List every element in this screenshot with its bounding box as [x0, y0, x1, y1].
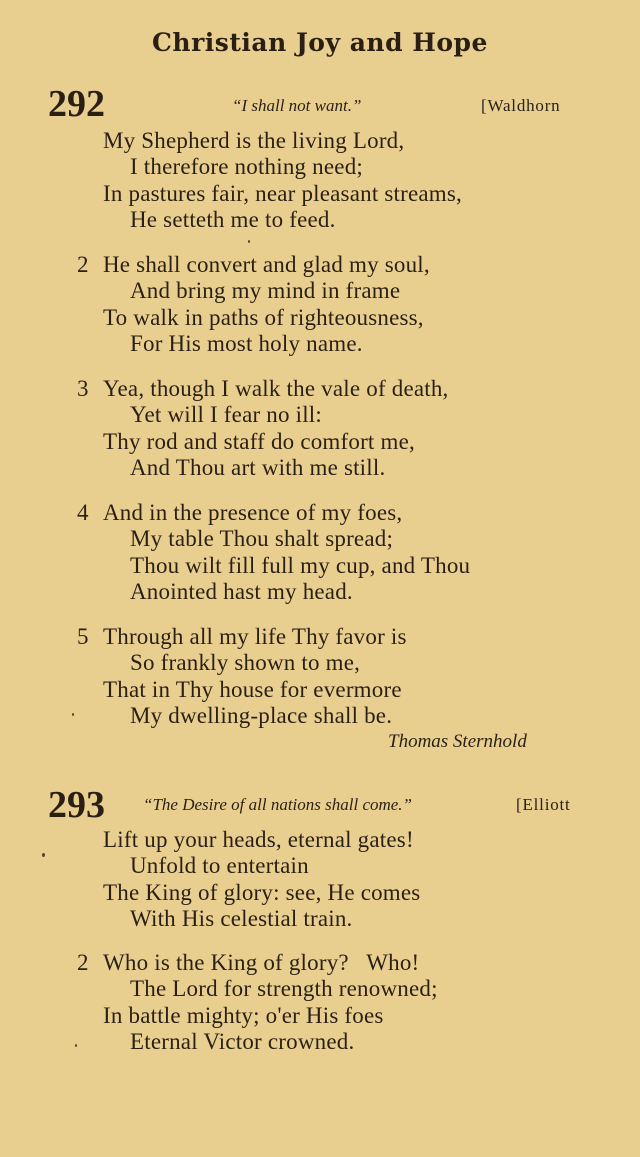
verse-line: He setteth me to feed.	[130, 207, 336, 232]
verse-line: Thy rod and staff do comfort me,	[103, 429, 415, 454]
verse-line: In battle mighty; o'er His foes	[103, 1003, 384, 1028]
stanza-number: 5	[77, 624, 89, 649]
verse-line: Yet will I fear no ill:	[130, 402, 322, 427]
running-head: Christian Joy and Hope	[152, 28, 488, 57]
print-speck	[248, 240, 250, 243]
hymn-epigraph: “I shall not want.”	[232, 96, 362, 115]
verse-line: Through all my life Thy favor is	[103, 624, 407, 649]
tune-name: [Elliott	[516, 795, 571, 814]
verse-line: Anointed hast my head.	[130, 579, 353, 604]
stanza-number: 3	[77, 376, 89, 401]
verse-line: Unfold to entertain	[130, 853, 309, 878]
verse-line: My Shepherd is the living Lord,	[103, 128, 405, 153]
hymn-epigraph: “The Desire of all nations shall come.”	[143, 795, 413, 814]
hymn-number: 293	[48, 784, 105, 826]
tune-name: [Waldhorn	[481, 96, 561, 115]
stanza-number: 2	[77, 950, 89, 975]
verse-line: Lift up your heads, eternal gates!	[103, 827, 414, 852]
print-speck	[75, 1044, 77, 1047]
verse-line: So frankly shown to me,	[130, 650, 361, 675]
verse-line: My table Thou shalt spread;	[130, 526, 394, 551]
verse-line: And bring my mind in frame	[130, 278, 401, 303]
print-speck	[42, 853, 45, 857]
stanza-number: 4	[77, 500, 89, 525]
verse-line: Who is the King of glory? Who!	[103, 950, 420, 975]
verse-line: Eternal Victor crowned.	[130, 1029, 355, 1054]
hymn-author: Thomas Sternhold	[388, 731, 527, 752]
verse-line: The Lord for strength renowned;	[130, 976, 438, 1001]
hymn-number: 292	[48, 83, 105, 125]
verse-line: He shall convert and glad my soul,	[103, 252, 430, 277]
verse-line: For His most holy name.	[130, 331, 363, 356]
verse-line: In pastures fair, near pleasant streams,	[103, 181, 462, 206]
print-speck	[72, 713, 74, 716]
verse-line: Yea, though I walk the vale of death,	[103, 376, 449, 401]
stanza-number: 2	[77, 252, 89, 277]
verse-line: And Thou art with me still.	[130, 455, 386, 480]
verse-line: That in Thy house for evermore	[103, 677, 402, 702]
verse-line: The King of glory: see, He comes	[103, 880, 421, 905]
verse-line: To walk in paths of righteousness,	[103, 305, 424, 330]
verse-line: And in the presence of my foes,	[103, 500, 403, 525]
verse-line: My dwelling-place shall be.	[130, 703, 393, 728]
verse-line: Thou wilt fill full my cup, and Thou	[130, 553, 471, 578]
verse-line: With His celestial train.	[130, 906, 353, 931]
verse-line: I therefore nothing need;	[130, 154, 363, 179]
